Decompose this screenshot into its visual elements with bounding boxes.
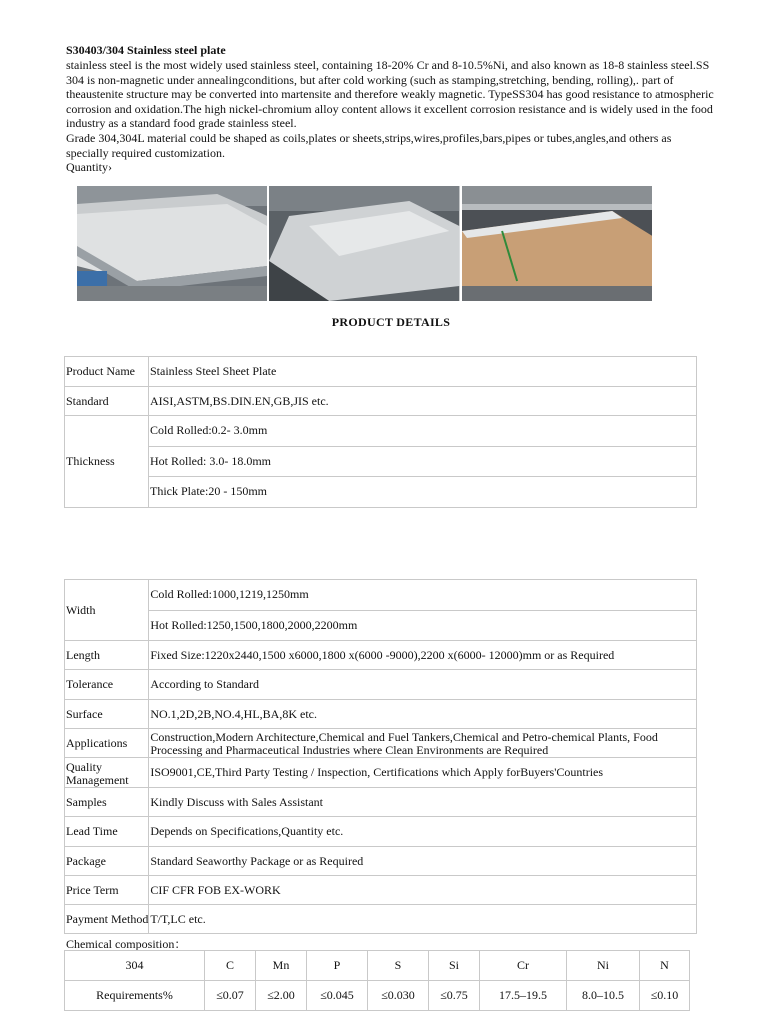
table-row — [65, 580, 697, 641]
row-label: Standard — [65, 387, 149, 416]
page-title: S30403/304 Stainless steel plate — [66, 43, 226, 57]
table-row — [65, 847, 697, 876]
intro-grade-paragraph: Grade 304,304L material could be shaped as coils,plates or sheets,strips,wires,profiles,bars,pipes or tubes,angles,and others as specially required customization. — [66, 130, 672, 160]
intro-text — [66, 58, 716, 175]
row-value: Stainless Steel Sheet Plate — [149, 357, 697, 387]
table-row — [65, 788, 697, 817]
photo-wrapped-plate — [462, 186, 652, 301]
product-details-table — [64, 356, 697, 508]
quantity-link[interactable]: Quantity› — [66, 160, 112, 175]
row-value: AISI,ASTM,BS.DIN.EN,GB,JIS etc. — [149, 387, 697, 416]
table-row — [65, 700, 697, 729]
row-label: Quality Management — [65, 758, 149, 788]
row-label: Price Term — [65, 876, 149, 905]
product-photos — [77, 186, 652, 301]
row-label: Product Name — [65, 357, 149, 387]
thickness-plate: Thick Plate:20 - 150mm — [149, 476, 696, 507]
table-header-cell: S — [368, 951, 429, 981]
row-value: Kindly Discuss with Sales Assistant — [149, 788, 697, 817]
row-value: T/T,LC etc. — [149, 905, 697, 934]
row-label: Applications — [65, 729, 149, 758]
row-label: Lead Time — [65, 817, 149, 847]
table-header-cell: Mn — [256, 951, 307, 981]
table-row — [65, 416, 697, 508]
table-cell: Requirements% — [65, 981, 205, 1011]
row-value: Standard Seaworthy Package or as Required — [149, 847, 697, 876]
table-row — [65, 670, 697, 700]
table-cell: 17.5–19.5 — [480, 981, 567, 1011]
thickness-cold: Cold Rolled:0.2- 3.0mm — [150, 423, 268, 437]
table-row — [65, 981, 690, 1011]
thickness-hot: Hot Rolled: 3.0- 18.0mm — [149, 446, 696, 477]
table-cell: 8.0–10.5 — [567, 981, 640, 1011]
row-label: Samples — [65, 788, 149, 817]
table-cell: ≤0.10 — [640, 981, 690, 1011]
row-label: Surface — [65, 700, 149, 729]
table-header-cell: P — [307, 951, 368, 981]
table-cell: ≤0.07 — [205, 981, 256, 1011]
table-cell: ≤0.75 — [429, 981, 480, 1011]
width-cold: Cold Rolled:1000,1219,1250mm — [150, 587, 309, 601]
row-label: Length — [65, 641, 149, 670]
table-row — [65, 817, 697, 847]
table-cell: ≤0.045 — [307, 981, 368, 1011]
product-details-table-2 — [64, 579, 697, 934]
row-value: Depends on Specifications,Quantity etc. — [149, 817, 697, 847]
table-row — [65, 876, 697, 905]
table-header-cell: C — [205, 951, 256, 981]
row-value: Fixed Size:1220x2440,1500 x6000,1800 x(6000 -9000),2200 x(6000- 12000)mm or as Required — [149, 641, 697, 670]
row-label: Payment Method — [65, 905, 149, 934]
thickness-values — [149, 416, 697, 508]
chemical-composition-label: Chemical composition： — [66, 937, 187, 951]
table-header-row — [65, 951, 690, 981]
table-cell: ≤0.030 — [368, 981, 429, 1011]
row-label: Tolerance — [65, 670, 149, 700]
table-header-cell: 304 — [65, 951, 205, 981]
intro-paragraph: stainless steel is the most widely used stainless steel, containing 18-20% Cr and 8-10.5%Ni, and also known as 18-8 stainless steel.SS 304 is non-magnetic under annealingconditions, but after cold working (such as stamping,stretching, bending, rolling),. part of theaustenite structure may be converted into martensite and therefore weakly magnetic. TypeSS304 has good resistance to atmospheric corrosion and oxidation.The high nickel-chromium alloy content allows it excellent corrosion resistance and is widely used in the food industry as a standard food grade stainless steel. — [66, 58, 714, 131]
chemical-composition-table — [64, 950, 690, 1011]
table-row — [65, 729, 697, 758]
row-label: Thickness — [65, 416, 149, 508]
table-cell: ≤2.00 — [256, 981, 307, 1011]
row-value: According to Standard — [149, 670, 697, 700]
row-label: Package — [65, 847, 149, 876]
table-row — [65, 641, 697, 670]
row-value: NO.1,2D,2B,NO.4,HL,BA,8K etc. — [149, 700, 697, 729]
table-header-cell: Si — [429, 951, 480, 981]
row-label: Width — [65, 580, 149, 641]
width-hot: Hot Rolled:1250,1500,1800,2000,2200mm — [149, 610, 696, 641]
row-value: ISO9001,CE,Third Party Testing / Inspection, Certifications which Apply forBuyers'Countries — [149, 758, 697, 788]
table-header-cell: Cr — [480, 951, 567, 981]
section-title: PRODUCT DETAILS — [331, 315, 451, 329]
row-value: Construction,Modern Architecture,Chemical and Fuel Tankers,Chemical and Petro-chemical Plants, Food Processing and Pharmaceutical Industries where Clean Environments are Required — [149, 729, 697, 758]
table-row — [65, 758, 697, 788]
table-row — [65, 357, 697, 387]
photo-single-sheet — [269, 186, 459, 301]
table-row — [65, 387, 697, 416]
table-row — [65, 905, 697, 934]
photo-stacked-plates — [77, 186, 267, 301]
table-header-cell: N — [640, 951, 690, 981]
table-header-cell: Ni — [567, 951, 640, 981]
width-values — [149, 580, 697, 641]
row-value: CIF CFR FOB EX-WORK — [149, 876, 697, 905]
